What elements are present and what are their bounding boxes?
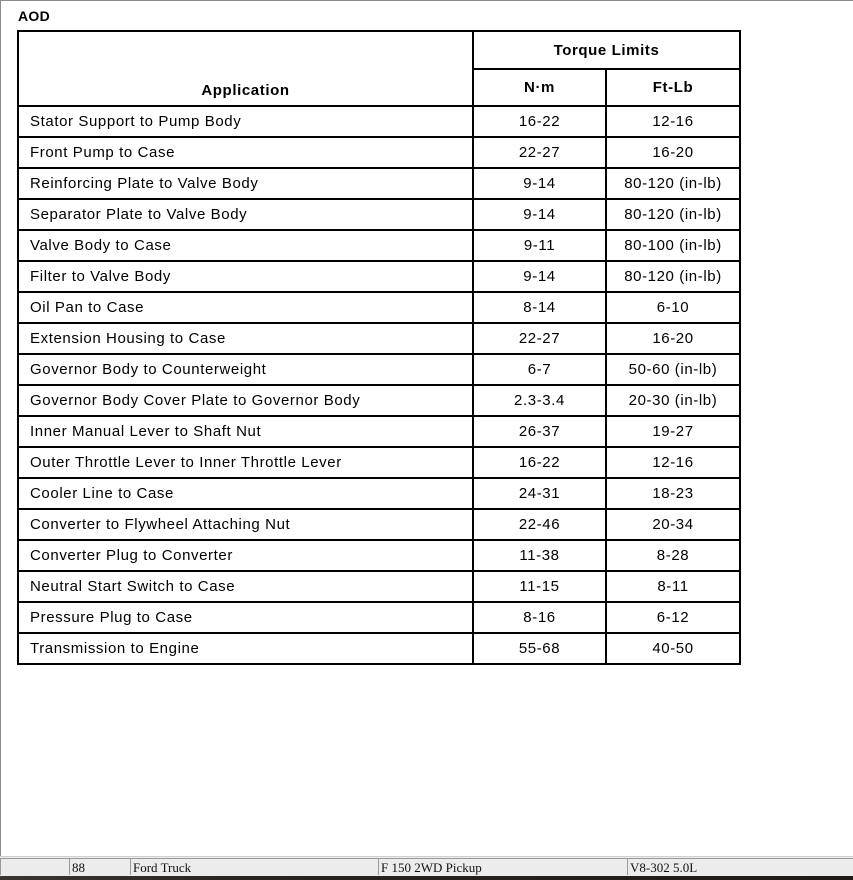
table-row [18,261,740,292]
table-row [18,168,740,199]
cell-application: Transmission to Engine [18,633,473,664]
table-header-row-top [18,31,740,69]
cell-nm: 16-22 [473,447,606,478]
cell-ftlb: 16-20 [606,323,740,354]
cell-nm: 8-14 [473,292,606,323]
table-row [18,106,740,137]
cell-ftlb: 20-30 (in-lb) [606,385,740,416]
cell-nm: 55-68 [473,633,606,664]
column-header-nm: N·m [473,69,606,106]
cell-nm: 24-31 [473,478,606,509]
table-row [18,447,740,478]
table-row [18,602,740,633]
status-pane-blank [0,858,69,875]
table-row [18,540,740,571]
taskbar-edge [0,876,853,880]
cell-application: Governor Body to Counterweight [18,354,473,385]
cell-nm: 11-15 [473,571,606,602]
cell-nm: 9-14 [473,261,606,292]
cell-ftlb: 20-34 [606,509,740,540]
table-row [18,509,740,540]
table-row [18,323,740,354]
cell-ftlb: 8-11 [606,571,740,602]
cell-ftlb: 50-60 (in-lb) [606,354,740,385]
table-row [18,354,740,385]
cell-nm: 8-16 [473,602,606,633]
document-title: AOD [18,8,51,24]
table-row [18,137,740,168]
status-pane-year: 88 [69,858,130,875]
cell-nm: 22-27 [473,137,606,168]
status-pane-engine: V8-302 5.0L [627,858,853,875]
cell-ftlb: 19-27 [606,416,740,447]
cell-ftlb: 80-120 (in-lb) [606,261,740,292]
status-pane-model: F 150 2WD Pickup [378,858,627,875]
table-row [18,416,740,447]
cell-nm: 9-14 [473,199,606,230]
cell-ftlb: 16-20 [606,137,740,168]
status-pane-make: Ford Truck [130,858,378,875]
status-bar [0,856,853,876]
cell-ftlb: 8-28 [606,540,740,571]
table-row [18,385,740,416]
column-header-application: Application [18,31,473,106]
cell-application: Valve Body to Case [18,230,473,261]
cell-ftlb: 12-16 [606,447,740,478]
cell-application: Cooler Line to Case [18,478,473,509]
table-body [18,106,740,664]
cell-nm: 22-46 [473,509,606,540]
cell-nm: 16-22 [473,106,606,137]
cell-application: Stator Support to Pump Body [18,106,473,137]
cell-application: Pressure Plug to Case [18,602,473,633]
cell-application: Reinforcing Plate to Valve Body [18,168,473,199]
cell-application: Neutral Start Switch to Case [18,571,473,602]
cell-application: Front Pump to Case [18,137,473,168]
cell-nm: 9-11 [473,230,606,261]
column-header-ftlb: Ft-Lb [606,69,740,106]
cell-nm: 11-38 [473,540,606,571]
table-row [18,478,740,509]
cell-application: Extension Housing to Case [18,323,473,354]
cell-application: Outer Throttle Lever to Inner Throttle Lever [18,447,473,478]
cell-nm: 22-27 [473,323,606,354]
cell-ftlb: 80-120 (in-lb) [606,199,740,230]
cell-ftlb: 80-120 (in-lb) [606,168,740,199]
cell-nm: 6-7 [473,354,606,385]
table-row [18,230,740,261]
column-header-torque-limits: Torque Limits [473,31,740,69]
cell-ftlb: 18-23 [606,478,740,509]
table-row [18,633,740,664]
cell-ftlb: 6-10 [606,292,740,323]
cell-application: Governor Body Cover Plate to Governor Body [18,385,473,416]
cell-application: Converter Plug to Converter [18,540,473,571]
cell-application: Oil Pan to Case [18,292,473,323]
torque-specifications-table [17,30,741,665]
cell-application: Filter to Valve Body [18,261,473,292]
cell-nm: 9-14 [473,168,606,199]
table-row [18,199,740,230]
cell-ftlb: 80-100 (in-lb) [606,230,740,261]
cell-application: Separator Plate to Valve Body [18,199,473,230]
cell-nm: 2.3-3.4 [473,385,606,416]
cell-ftlb: 6-12 [606,602,740,633]
cell-ftlb: 12-16 [606,106,740,137]
cell-nm: 26-37 [473,416,606,447]
table-row [18,292,740,323]
cell-application: Inner Manual Lever to Shaft Nut [18,416,473,447]
table-row [18,571,740,602]
cell-ftlb: 40-50 [606,633,740,664]
cell-application: Converter to Flywheel Attaching Nut [18,509,473,540]
